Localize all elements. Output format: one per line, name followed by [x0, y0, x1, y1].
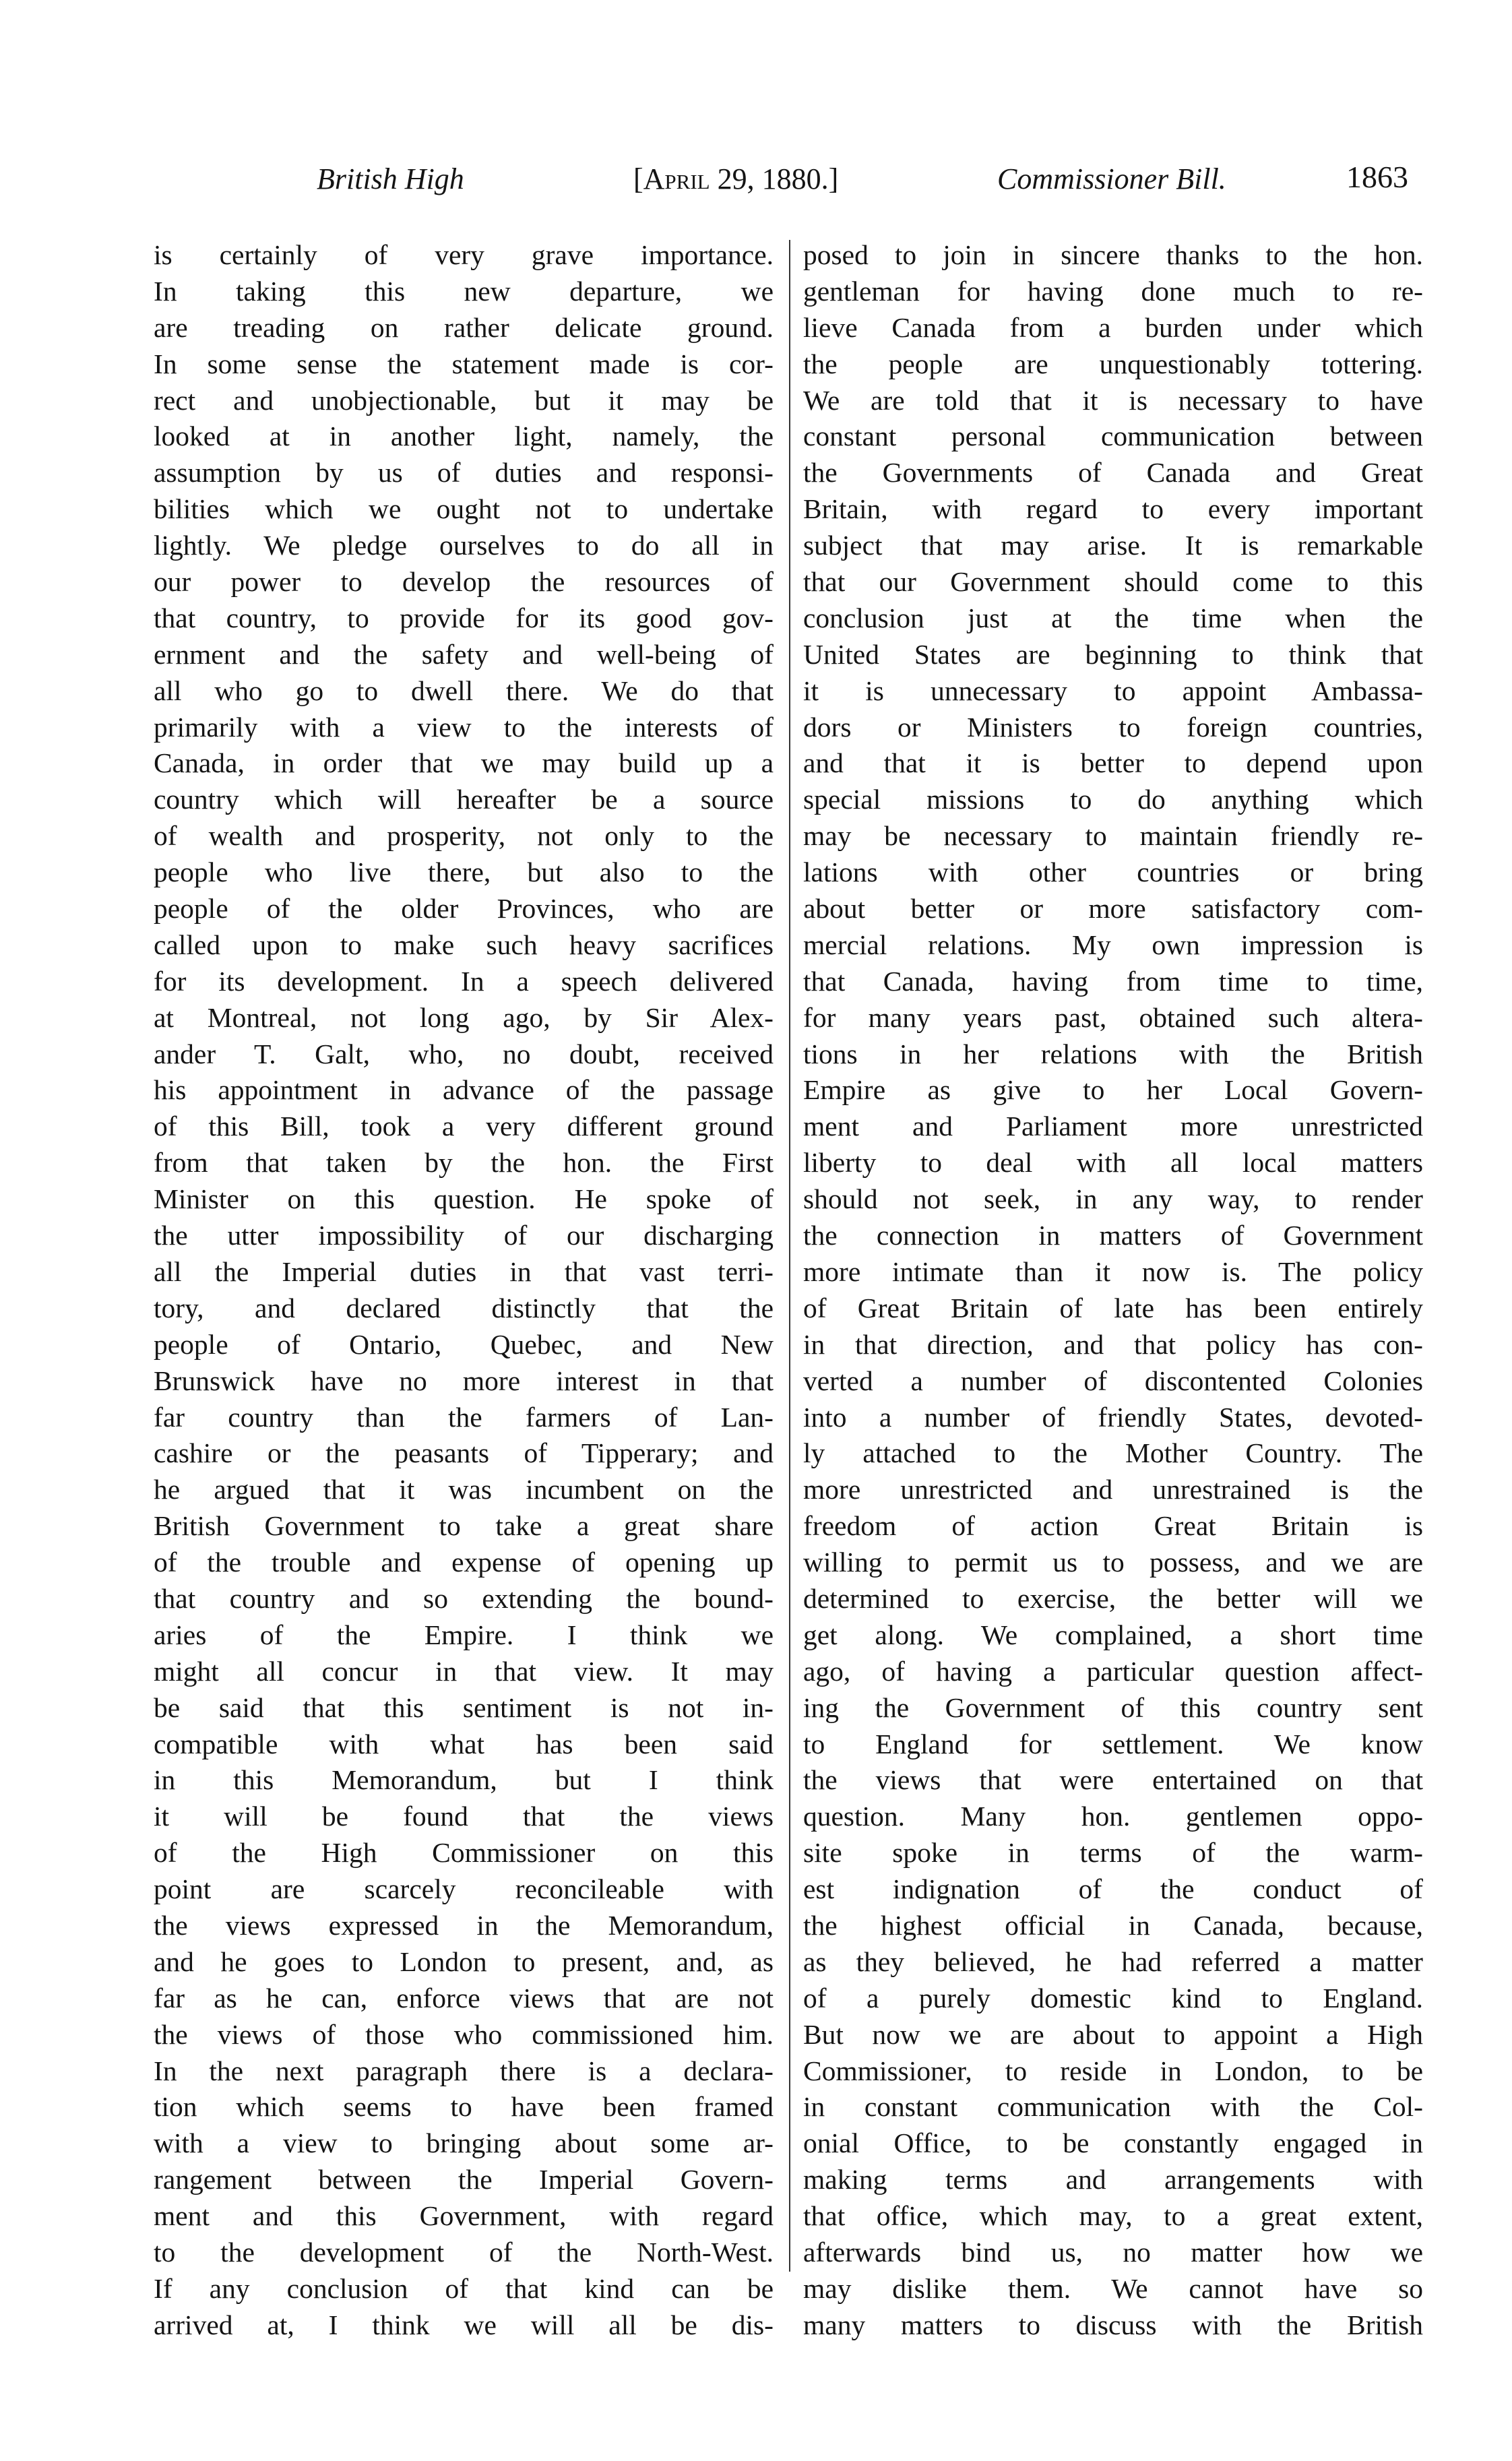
- text-line: our power to develop the resources of: [154, 566, 774, 598]
- text-line: his appointment in advance of the passage: [154, 1074, 774, 1106]
- text-line: ment and this Government, with regard: [154, 2200, 774, 2232]
- text-line: freedom of action Great Britain is: [803, 1510, 1423, 1542]
- left-text-column: [154, 237, 774, 2344]
- text-line: ly attached to the Mother Country. The: [803, 1437, 1423, 1469]
- text-line: arrived at, I think we will all be dis-: [154, 2309, 774, 2340]
- text-line: aries of the Empire. I think we: [154, 1619, 774, 1650]
- text-line: willing to permit us to possess, and we are: [803, 1547, 1423, 1578]
- text-line: determined to exercise, the better will we: [803, 1582, 1423, 1614]
- text-line: British Government to take a great share: [154, 1510, 774, 1542]
- header-date-open: [: [633, 162, 643, 195]
- text-line: that Canada, having from time to time,: [803, 965, 1423, 997]
- text-line: But now we are about to appoint a High: [803, 2018, 1423, 2050]
- text-line: from that taken by the hon. the First: [154, 1147, 774, 1179]
- text-line: posed to join in sincere thanks to the hon.: [803, 239, 1423, 270]
- text-line: all who go to dwell there. We do that: [154, 675, 774, 706]
- column-divider-rule: [789, 240, 790, 2272]
- text-line: in constant communication with the Col-: [803, 2091, 1423, 2123]
- text-line: ment and Parliament more unrestricted: [803, 1111, 1423, 1142]
- text-line: people of Ontario, Quebec, and New: [154, 1328, 774, 1360]
- text-line: ander T. Galt, who, no doubt, received: [154, 1038, 774, 1069]
- text-line: of Great Britain of late has been entirely: [803, 1292, 1423, 1323]
- text-line: In the next paragraph there is a declara-: [154, 2055, 774, 2086]
- text-line: of the High Commissioner on this: [154, 1837, 774, 1869]
- text-line: Minister on this question. He spoke of: [154, 1183, 774, 1215]
- text-line: question. Many hon. gentlemen oppo-: [803, 1801, 1423, 1832]
- text-line: conclusion just at the time when the: [803, 602, 1423, 633]
- text-line: Commissioner, to reside in London, to be: [803, 2055, 1423, 2086]
- text-line: at Montreal, not long ago, by Sir Alex-: [154, 1001, 774, 1033]
- text-line: cashire or the peasants of Tipperary; and: [154, 1437, 774, 1469]
- text-line: it is unnecessary to appoint Ambassa-: [803, 675, 1423, 706]
- header-date-month: April: [643, 162, 710, 195]
- text-line: the views that were entertained on that: [803, 1764, 1423, 1796]
- text-line: tion which seems to have been framed: [154, 2091, 774, 2123]
- text-line: be said that this sentiment is not in-: [154, 1691, 774, 1723]
- text-line: Canada, in order that we may build up a: [154, 747, 774, 779]
- text-line: dors or Ministers to foreign countries,: [803, 711, 1423, 743]
- text-line: and that it is better to depend upon: [803, 747, 1423, 779]
- text-line: the views expressed in the Memorandum,: [154, 1909, 774, 1941]
- text-line: bilities which we ought not to undertake: [154, 493, 774, 525]
- text-line: for many years past, obtained such altera-: [803, 1001, 1423, 1033]
- text-line: of wealth and prosperity, not only to the: [154, 820, 774, 852]
- text-line: the highest official in Canada, because,: [803, 1909, 1423, 1941]
- text-line: called upon to make such heavy sacrifices: [154, 929, 774, 960]
- text-line: the people are unquestionably tottering.: [803, 348, 1423, 379]
- text-line: afterwards bind us, no matter how we: [803, 2236, 1423, 2268]
- text-line: United States are beginning to think that: [803, 638, 1423, 670]
- page-number: 1863: [1346, 160, 1408, 194]
- header-date-rest: 29, 1880.]: [710, 162, 839, 195]
- text-line: far country than the farmers of Lan-: [154, 1401, 774, 1433]
- text-line: rect and unobjectionable, but it may be: [154, 384, 774, 416]
- text-line: compatible with what has been said: [154, 1728, 774, 1759]
- text-line: it will be found that the views: [154, 1801, 774, 1832]
- text-line: making terms and arrangements with: [803, 2164, 1423, 2195]
- text-line: for its development. In a speech delivered: [154, 965, 774, 997]
- text-line: all the Imperial duties in that vast terri-: [154, 1255, 774, 1287]
- text-line: primarily with a view to the interests of: [154, 711, 774, 743]
- text-line: assumption by us of duties and responsi-: [154, 457, 774, 489]
- text-line: lightly. We pledge ourselves to do all in: [154, 530, 774, 561]
- text-line: mercial relations. My own impression is: [803, 929, 1423, 960]
- text-line: the views of those who commissioned him.: [154, 2018, 774, 2050]
- text-line: is certainly of very grave importance.: [154, 239, 774, 270]
- text-line: should not seek, in any way, to render: [803, 1183, 1423, 1215]
- text-line: and he goes to London to present, and, as: [154, 1945, 774, 1977]
- text-line: more unrestricted and unrestrained is the: [803, 1474, 1423, 1505]
- right-text-column: [803, 237, 1423, 2344]
- text-line: In taking this new departure, we: [154, 275, 774, 307]
- text-line: in that direction, and that policy has con-: [803, 1328, 1423, 1360]
- text-line: lieve Canada from a burden under which: [803, 311, 1423, 343]
- text-line: he argued that it was incumbent on the: [154, 1474, 774, 1505]
- text-line: rangement between the Imperial Govern-: [154, 2164, 774, 2195]
- text-line: more intimate than it now is. The policy: [803, 1255, 1423, 1287]
- header-left-title: British High: [317, 162, 464, 195]
- text-line: of this Bill, took a very different ground: [154, 1111, 774, 1142]
- text-line: to the development of the North-West.: [154, 2236, 774, 2268]
- text-line: We are told that it is necessary to have: [803, 384, 1423, 416]
- text-line: special missions to do anything which: [803, 784, 1423, 815]
- text-line: may dislike them. We cannot have so: [803, 2272, 1423, 2304]
- text-line: In some sense the statement made is cor-: [154, 348, 774, 379]
- text-line: Britain, with regard to every important: [803, 493, 1423, 525]
- text-line: many matters to discuss with the British: [803, 2309, 1423, 2340]
- text-line: with a view to bringing about some ar-: [154, 2127, 774, 2159]
- text-line: the Governments of Canada and Great: [803, 457, 1423, 489]
- text-line: of a purely domestic kind to England.: [803, 1982, 1423, 2014]
- text-line: that office, which may, to a great extent,: [803, 2200, 1423, 2232]
- text-line: are treading on rather delicate ground.: [154, 311, 774, 343]
- text-line: as they believed, he had referred a matter: [803, 1945, 1423, 1977]
- text-line: that our Government should come to this: [803, 566, 1423, 598]
- text-line: If any conclusion of that kind can be: [154, 2272, 774, 2304]
- text-line: the connection in matters of Government: [803, 1220, 1423, 1251]
- text-line: Empire as give to her Local Govern-: [803, 1074, 1423, 1106]
- text-line: verted a number of discontented Colonies: [803, 1365, 1423, 1396]
- text-line: about better or more satisfactory com-: [803, 893, 1423, 925]
- text-line: liberty to deal with all local matters: [803, 1147, 1423, 1179]
- running-header: [155, 162, 1408, 209]
- text-line: people who live there, but also to the: [154, 856, 774, 888]
- header-right-title: Commissioner Bill.: [997, 162, 1226, 195]
- text-line: constant personal communication between: [803, 420, 1423, 452]
- text-line: into a number of friendly States, devoted-: [803, 1401, 1423, 1433]
- text-line: that country and so extending the bound-: [154, 1582, 774, 1614]
- text-line: site spoke in terms of the warm-: [803, 1837, 1423, 1869]
- text-line: that country, to provide for its good gov-: [154, 602, 774, 633]
- text-line: tory, and declared distinctly that the: [154, 1292, 774, 1323]
- text-line: might all concur in that view. It may: [154, 1655, 774, 1687]
- text-line: of the trouble and expense of opening up: [154, 1547, 774, 1578]
- header-date: [633, 162, 838, 196]
- text-line: lations with other countries or bring: [803, 856, 1423, 888]
- text-line: tions in her relations with the British: [803, 1038, 1423, 1069]
- text-line: Brunswick have no more interest in that: [154, 1365, 774, 1396]
- text-line: gentleman for having done much to re-: [803, 275, 1423, 307]
- text-line: to England for settlement. We know: [803, 1728, 1423, 1759]
- text-line: ing the Government of this country sent: [803, 1691, 1423, 1723]
- text-line: may be necessary to maintain friendly re-: [803, 820, 1423, 852]
- text-line: est indignation of the conduct of: [803, 1873, 1423, 1905]
- text-line: get along. We complained, a short time: [803, 1619, 1423, 1650]
- text-line: country which will hereafter be a source: [154, 784, 774, 815]
- text-line: far as he can, enforce views that are not: [154, 1982, 774, 2014]
- text-line: onial Office, to be constantly engaged in: [803, 2127, 1423, 2159]
- text-line: ernment and the safety and well-being of: [154, 638, 774, 670]
- text-line: point are scarcely reconcileable with: [154, 1873, 774, 1905]
- text-line: people of the older Provinces, who are: [154, 893, 774, 925]
- text-line: looked at in another light, namely, the: [154, 420, 774, 452]
- text-line: in this Memorandum, but I think: [154, 1764, 774, 1796]
- text-line: ago, of having a particular question affect-: [803, 1655, 1423, 1687]
- text-line: the utter impossibility of our discharging: [154, 1220, 774, 1251]
- text-line: subject that may arise. It is remarkable: [803, 530, 1423, 561]
